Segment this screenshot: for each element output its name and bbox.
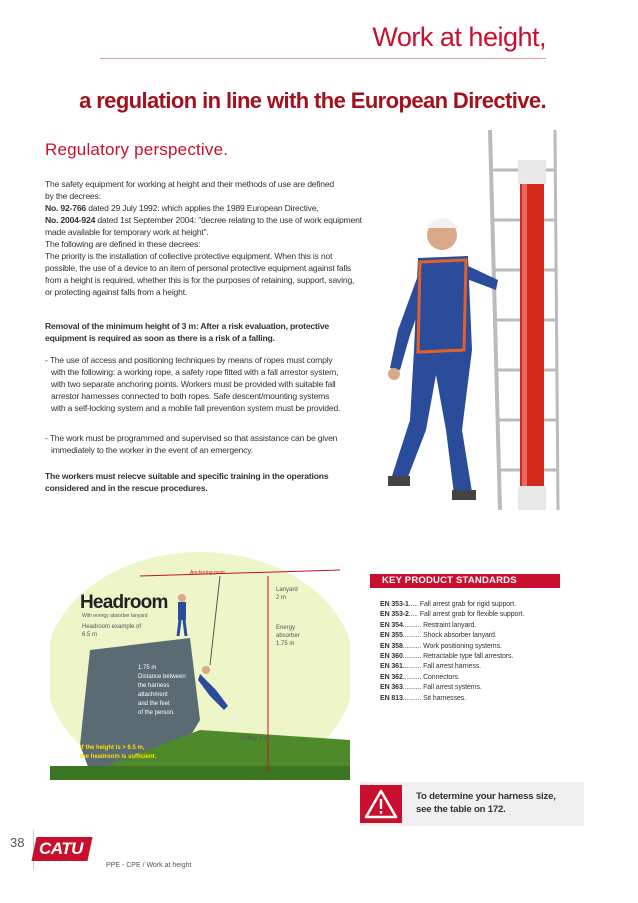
warning-icon [360, 785, 402, 823]
standard-item: EN 362.......... Connectors. [380, 673, 460, 681]
standard-item: EN 360.......... Retractable type fall arrestors. [380, 653, 514, 661]
key-standards-heading: KEY PRODUCT STANDARDS [370, 574, 560, 588]
harness-note-text: To determine your harness size, see the table on 172. [416, 791, 556, 815]
standard-item: EN 363.......... Fall arrest systems. [380, 684, 482, 692]
ropes-paragraph: - The use of access and positioning techniques by means of ropes must comply with the following: a working rope, a safety rope fitted with a fall arrestor system, with two separate anchoring points. Workers must be provided with suitable fall arrestor harnesses connected to both ropes. Safe descent/mounting systems with a self-locking system and a mobile fall prevention system must be provided. [45, 355, 341, 413]
standard-item: EN 355.......... Shock absorber lanyard. [380, 632, 497, 640]
standard-item: EN 361.......... Fall arrest harness. [380, 663, 481, 671]
standard-item: EN 353-2..... Fall arrest grab for flexible support. [380, 611, 525, 619]
headroom-note: If the height is > 6.5 m, the headroom is sufficient. [80, 745, 157, 760]
headroom-diagram [50, 540, 350, 780]
lanyard-label: Lanyard 2 m [276, 587, 298, 601]
decree-code: No. 92-766 [45, 203, 86, 213]
distance-label: 1.75 m Distance between the harness attachment and the feet of the person. [138, 665, 186, 716]
worker-on-ladder-photo [380, 130, 570, 510]
headroom-example: Headroom example of 6.5 m [82, 624, 142, 638]
page-number: 38 [10, 835, 25, 850]
anchor-label: Anchoring point [190, 570, 225, 576]
headroom-subtitle: With energy absorber lanyard [82, 613, 148, 619]
decree-code: No. 2004-924 [45, 215, 96, 225]
catu-logo: CATU [34, 835, 94, 863]
key-standards-list [380, 600, 560, 704]
title-divider [100, 58, 546, 59]
headroom-title: Headroom [80, 592, 168, 613]
minimum-height-paragraph: Removal of the minimum height of 3 m: After a risk evaluation, protective equipment is required as soon as there is a risk of a falling. [45, 321, 330, 343]
standard-item: EN 354.......... Restraint lanyard. [380, 621, 477, 629]
standard-item: EN 358.......... Work positioning systems. [380, 642, 502, 650]
supervision-paragraph: - The work must be programmed and supervised so that assistance can be given immediately to the worker in the event of an emergency. [45, 433, 338, 455]
page-subtitle: a regulation in line with the European Directive. [79, 88, 546, 113]
section-heading: Regulatory perspective. [45, 140, 229, 159]
absorber-label: Energy absorber 1.75 m [276, 625, 300, 647]
training-paragraph: The workers must reiecve suitable and specific training in the operations considered and in the rescue procedures. [45, 471, 329, 493]
footer-breadcrumb: PPE - CPE / Work at height [106, 862, 192, 869]
decrees-paragraph: The safety equipment for working at height and their methods of use are defined by the decrees: No. 92-766 dated 29 July 1992: which applies the 1989 European Directive, No. 2004-924 dated 1st September 2004: "decree relating to the use of work equipment made available for temporary work at height". The following are defined in these decrees: The priority is the installation of collective protective equipment. When this is not possible, the use of a device to an item of personal protective equipment against falls from a height is required, whether this is for the purposes of retaining, support, saving, or protecting against falls from a height. [45, 179, 362, 297]
standard-item: EN 353-1..... Fall arrest grab for rigid support. [380, 601, 516, 608]
standard-item: EN 813.......... Sit harnesses. [380, 694, 467, 702]
safety-label: Safety 1 m [240, 736, 269, 742]
page-title: Work at height, [372, 22, 546, 52]
